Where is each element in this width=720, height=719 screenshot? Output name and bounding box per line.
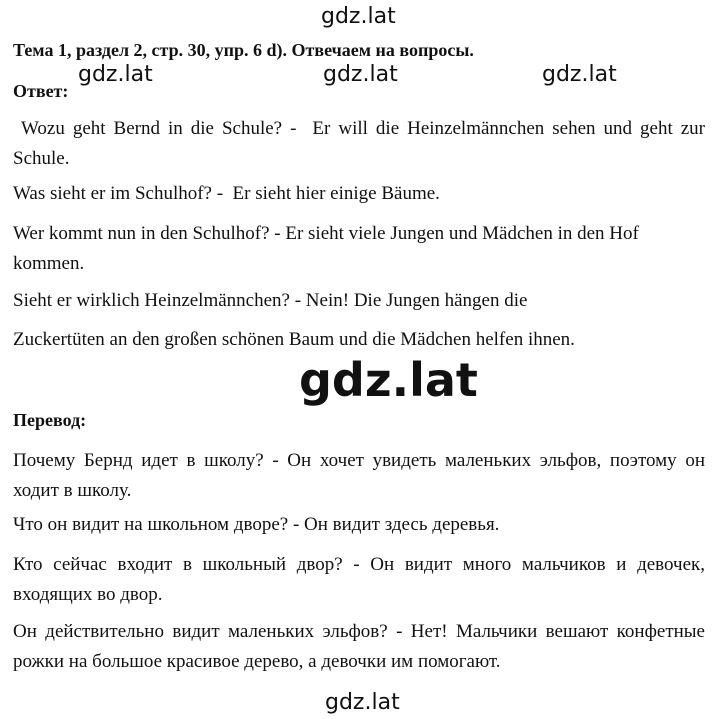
watermark-row-left: gdz.lat xyxy=(78,62,153,87)
answer-paragraph-1: Wozu geht Bernd in die Schule? - Er will die Heinzelmännchen sehen und geht zur Schule. xyxy=(13,118,710,169)
watermark-top: gdz.lat xyxy=(321,4,396,29)
translation-paragraph-1: Почему Бернд идет в школу? - Он хочет увидеть маленьких эльфов, поэтому он ходит в школу. xyxy=(13,450,705,501)
watermark-bottom: gdz.lat xyxy=(325,690,400,715)
answer-label: Ответ: xyxy=(13,81,69,101)
answer-paragraph-3: Wer kommt nun in den Schulhof? - Er sieht viele Jungen und Mädchen in den Hof kommen. xyxy=(13,223,639,274)
translation-label: Перевод: xyxy=(13,410,87,430)
translation-paragraph-3: Кто сейчас входит в школьный двор? - Он видит много мальчиков и девочек, входящих во двор. xyxy=(13,554,705,605)
translation-paragraph-2: Что он видит на школьном дворе? - Он видит здесь деревья. xyxy=(13,514,500,535)
page-title: Тема 1, раздел 2, стр. 30, упр. 6 d). Отвечаем на вопросы. xyxy=(13,40,474,60)
watermark-middle: gdz.lat xyxy=(299,353,478,407)
watermark-row-center: gdz.lat xyxy=(323,62,398,87)
watermark-row-right: gdz.lat xyxy=(542,62,617,87)
answer-paragraph-2: Was sieht er im Schulhof? - Er sieht hier einige Bäume. xyxy=(13,183,440,204)
translation-paragraph-4: Он действительно видит маленьких эльфов? - Нет! Мальчики вешают конфетные рожки на большое красивое дерево, а девочки им помогают. xyxy=(13,621,705,672)
answer-paragraph-4: Sieht er wirklich Heinzelmännchen? - Nein! Die Jungen hängen die xyxy=(13,290,528,311)
answer-paragraph-5: Zuckertüten an den großen schönen Baum und die Mädchen helfen ihnen. xyxy=(13,329,575,350)
